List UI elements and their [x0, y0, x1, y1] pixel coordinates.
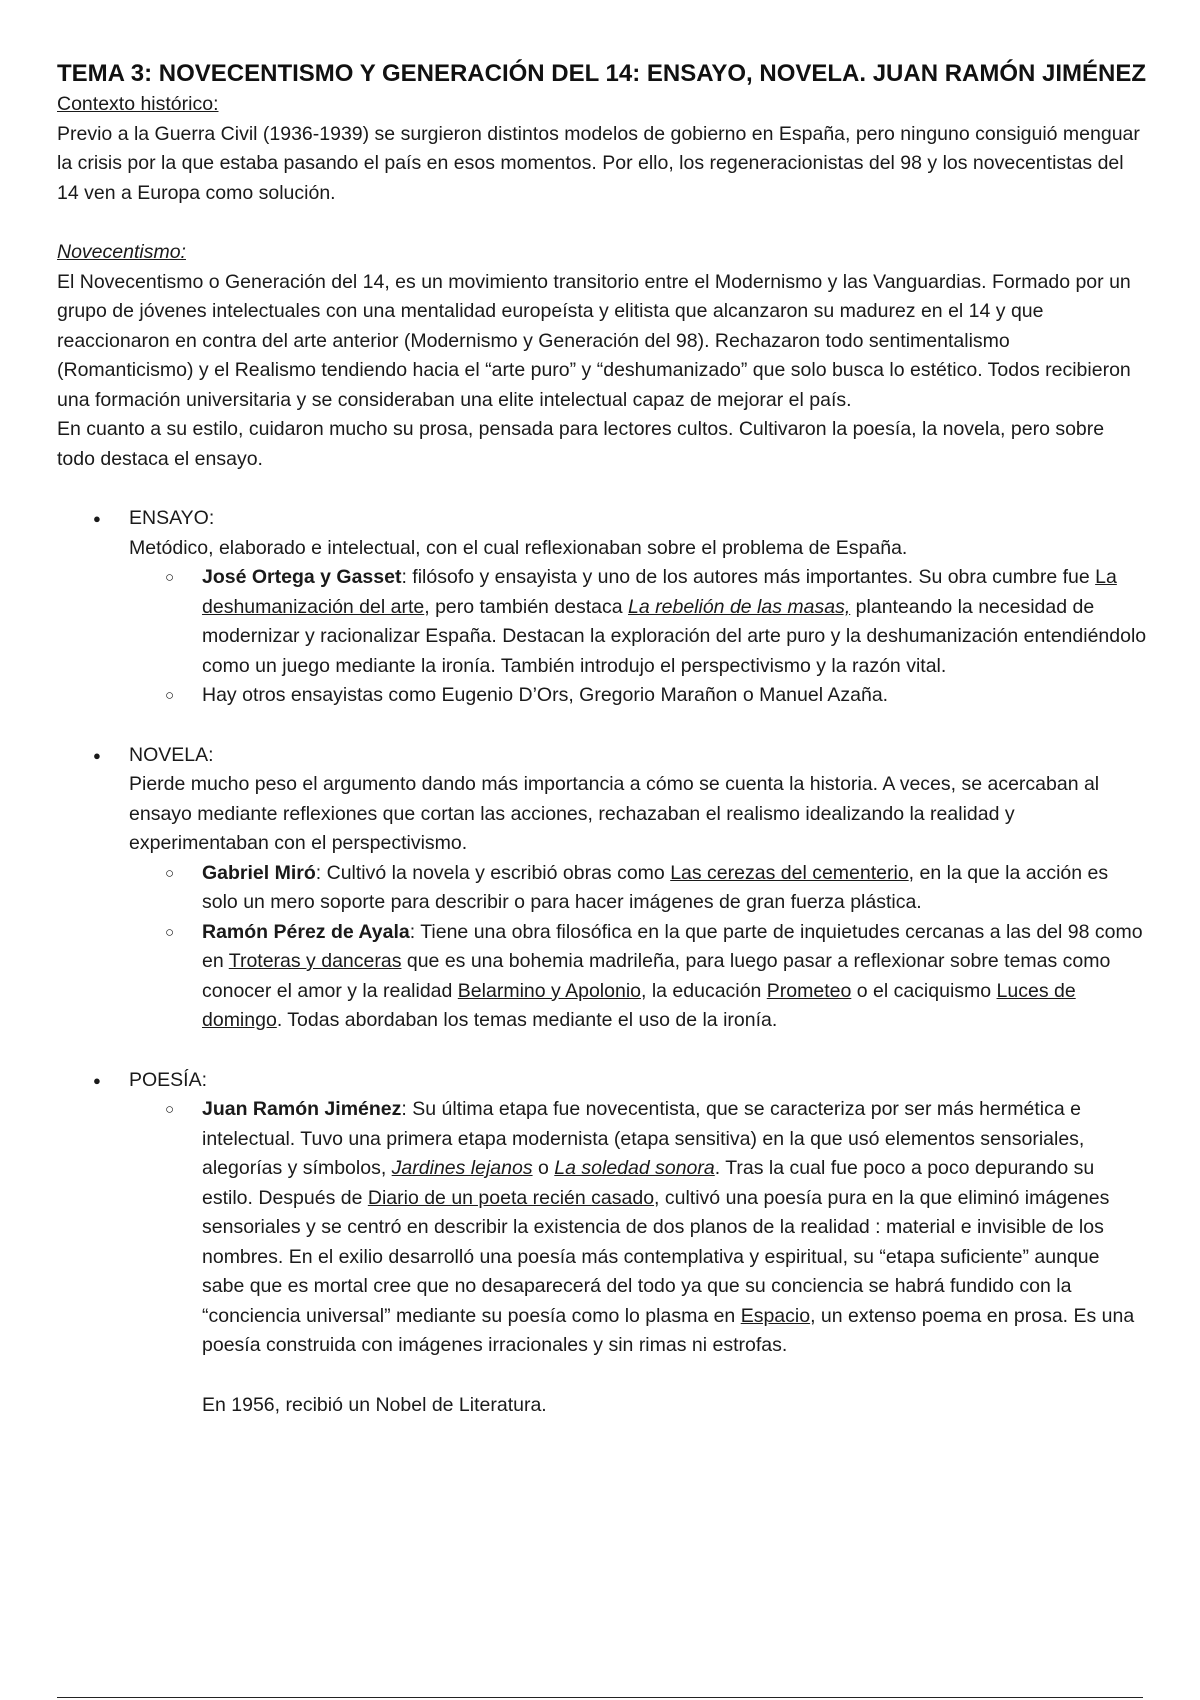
text-fragment: , en la que la acción es solo un mero soporte para describir o para hacer imágenes de gran fuerza plástica. [202, 861, 1109, 913]
list-item-poesia [57, 1066, 1147, 1421]
author-ayala: Ramón Pérez de Ayala [202, 920, 410, 943]
paragraph-novecentismo-1: El Novecentismo o Generación del 14, es un movimiento transitorio entre el Modernismo y las Vanguardias. Formado por un grupo de jóvenes intelectuales con una mentalidad europeísta y elitista que alcanzaron su madurez en el 14 y que reaccionaron en contra del arte anterior (Modernismo y Generación del 98). Rechazaron todo sentimentalismo (Romanticismo) y el Realismo tendiendo hacia el “arte puro” y “deshumanizado” que solo busca lo estético. Todos recibieron una formación universitaria y se consideraban una elite intelectual capaz de mejorar el país. [57, 270, 1131, 411]
work-title: Luces de domingo [202, 979, 1076, 1031]
text-fragment: , pero también destaca [424, 595, 629, 618]
text-fragment: , la educación [641, 979, 767, 1002]
label-poesia: ● POESÍA: [129, 1068, 208, 1091]
intro-novela: Pierde mucho peso el argumento dando más importancia a cómo se cuenta la historia. A veces, se acercaban al ensayo mediante reflexiones que cortan las acciones, rechazaban el realismo idealizando la realidad y experimentaban con el perspectivismo. [129, 773, 1100, 854]
text-fragment: , un extenso poema en prosa. Es una poesía construida con imágenes irracionales y sin rimas ni estrofas. [202, 1304, 1135, 1356]
list-item-novela [57, 741, 1147, 1066]
work-title: Jardines lejanos [391, 1157, 533, 1179]
text-fragment: o [532, 1157, 555, 1179]
work-title: Las cerezas del cementerio [670, 861, 909, 884]
genres-list [57, 504, 1147, 1420]
text-fragment: , cultivó una poesía pura en la que eliminó imágenes sensoriales y se centró en describir la existencia de dos planos de la realidad : material e invisible de los nombres. En el exilio desarrolló una poesía más contemplativa y espiritual, su “etapa suficiente” aunque sabe que es mortal cree que no desaparecerá del todo ya que su conciencia se habrá fundido con la “conciencia universal” mediante su poesía como lo plasma en [202, 1186, 1110, 1327]
text-fragment: que es una bohemia madrileña, para luego pasar a reflexionar sobre temas como conocer el amor y la realidad [202, 950, 1111, 1002]
work-title: Belarmino y Apolonio [457, 979, 641, 1002]
text-fragment: . Todas abordaban los temas mediante el uso de la ironía. [276, 1009, 778, 1031]
work-title: La rebelión de las masas, [628, 595, 851, 618]
text-fragment: : filósofo y ensayista y uno de los autores más importantes. Su obra cumbre fue [401, 566, 1096, 588]
paragraph-contexto: Previo a la Guerra Civil (1936-1939) se surgieron distintos modelos de gobierno en España, pero ninguno consiguió menguar la crisis por la que estaba pasando el país en esos momentos. Por ello, los regeneracionistas del 98 y los novecentistas del 14 ven a Europa como solución. [57, 122, 1140, 204]
heading-contexto: Contexto histórico: [57, 93, 219, 115]
intro-ensayo: Metódico, elaborado e intelectual, con el cual reflexionaban sobre el problema de España. [129, 536, 908, 559]
list-item-ensayo [57, 504, 1147, 741]
label-ensayo: ● ENSAYO: [129, 507, 215, 529]
author-ortega: José Ortega y Gasset [202, 566, 402, 588]
document-page [57, 58, 1147, 1420]
text-fragment: o el caciquismo [851, 979, 997, 1002]
sublist-item-otros: ○ Hay otros ensayistas como Eugenio D’Ors, Gregorio Marañon o Manuel Azaña. [129, 681, 1147, 711]
sublist-poesia [129, 1095, 1147, 1420]
author-miro: Gabriel Miró [202, 861, 316, 884]
work-title: Prometeo [766, 979, 852, 1002]
text-fragment: : Cultivó la novela y escribió obras como [315, 861, 671, 884]
sublist-novela [129, 859, 1147, 1036]
nobel-note: En 1956, recibió un Nobel de Literatura. [202, 1393, 547, 1416]
page-title: TEMA 3: NOVECENTISMO Y GENERACIÓN DEL 14: ENSAYO, NOVELA. JUAN RAMÓN JIMÉNEZ [57, 60, 1147, 87]
sublist-item-miro [129, 859, 1147, 918]
text-fragment: : Su última etapa fue novecentista, que se caracteriza por ser más hermética e intelectual. Tuvo una primera etapa modernista (etapa sensitiva) en la que usó elementos sensoriales, alegorías y símbolos, [202, 1098, 1085, 1179]
text-fragment: . Tras la cual fue poco a poco depurando su estilo. Después de [202, 1157, 1095, 1209]
sublist-item-ortega [129, 563, 1147, 681]
text-fragment: planteando la necesidad de modernizar y racionalizar España. Destacan la exploración del arte puro y la deshumanización entendiéndolo como un juego mediante la ironía. También introdujo el perspectivismo y la razón vital. [202, 595, 1147, 677]
sublist-item-jrj [129, 1095, 1147, 1420]
heading-novecentismo: Novecentismo: [57, 241, 186, 263]
work-title: Troteras y danceras [228, 950, 402, 972]
label-novela: ● NOVELA: [129, 743, 214, 766]
paragraph-novecentismo-2: En cuanto a su estilo, cuidaron mucho su prosa, pensada para lectores cultos. Cultivaron la poesía, la novela, pero sobre todo destaca el ensayo. [57, 418, 1105, 470]
work-title: La soledad sonora [554, 1157, 715, 1179]
author-jrj: Juan Ramón Jiménez [202, 1098, 402, 1120]
sublist-ensayo [129, 563, 1147, 711]
work-title: La deshumanización del arte [202, 566, 1117, 618]
work-title: Diario de un poeta recién casado [367, 1186, 655, 1209]
text-fragment: : Tiene una obra filosófica en la que parte de inquietudes cercanas a las del 98 como en [202, 920, 1143, 972]
bottom-divider [57, 1697, 1143, 1698]
sublist-item-ayala [129, 918, 1147, 1036]
work-title: Espacio [740, 1304, 811, 1327]
